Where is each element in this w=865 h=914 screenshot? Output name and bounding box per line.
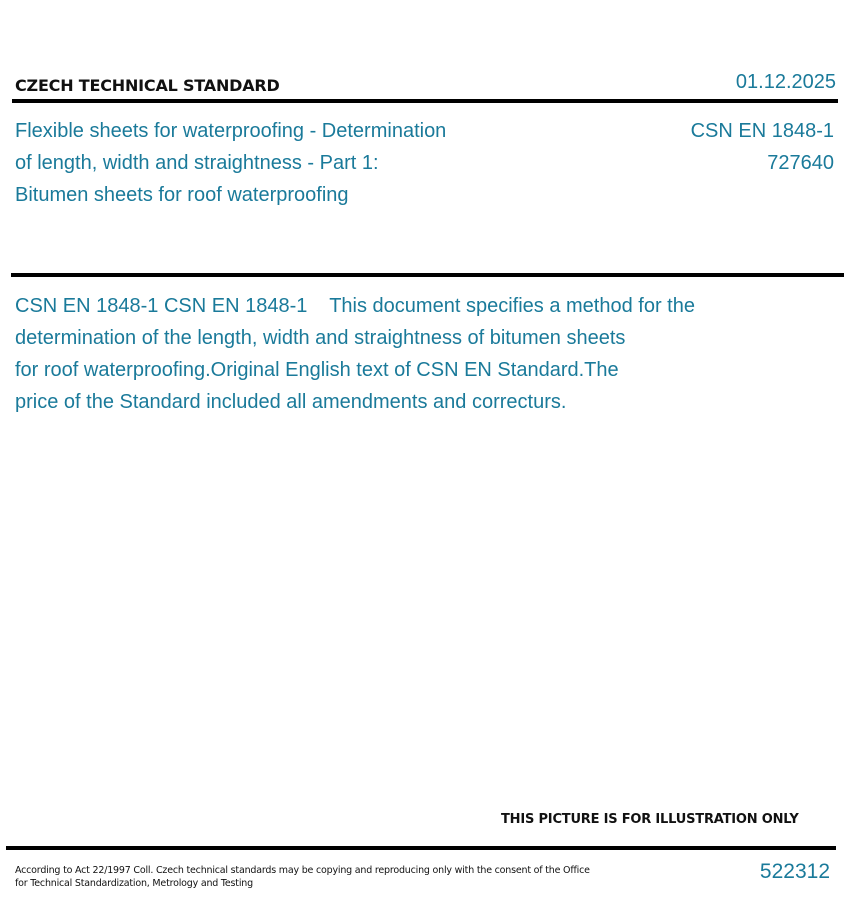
legal-notice [15, 864, 595, 890]
description-line: CSN EN 1848-1 CSN EN 1848-1 This document specifies a method for the [15, 295, 695, 317]
document-category-label: CZECH TECHNICAL STANDARD [15, 76, 280, 95]
description-line: price of the Standard included all amendments and correcturs. [15, 391, 567, 413]
header-divider [12, 99, 838, 103]
document-title [15, 115, 515, 211]
title-line: Flexible sheets for waterproofing - Determination [15, 120, 447, 142]
catalog-code: 522312 [759, 860, 830, 883]
publication-date: 01.12.2025 [735, 71, 836, 93]
standard-id: CSN EN 1848-1 [690, 120, 834, 142]
description-line: determination of the length, width and straightness of bitumen sheets [15, 327, 626, 349]
section-divider [11, 273, 844, 277]
title-line: of length, width and straightness - Part 1: [15, 152, 379, 174]
document-description [15, 290, 835, 418]
legal-line: for Technical Standardization, Metrology and Testing [15, 878, 253, 889]
title-line: Bitumen sheets for roof waterproofing [15, 184, 349, 206]
illustration-disclaimer: THIS PICTURE IS FOR ILLUSTRATION ONLY [501, 812, 799, 827]
standard-number: 727640 [767, 152, 834, 174]
description-line: for roof waterproofing.Original English text of CSN EN Standard.The [15, 359, 619, 381]
legal-line: According to Act 22/1997 Coll. Czech technical standards may be copying and reproducing only with the consent of the Office [15, 865, 590, 876]
footer-divider [6, 846, 836, 850]
